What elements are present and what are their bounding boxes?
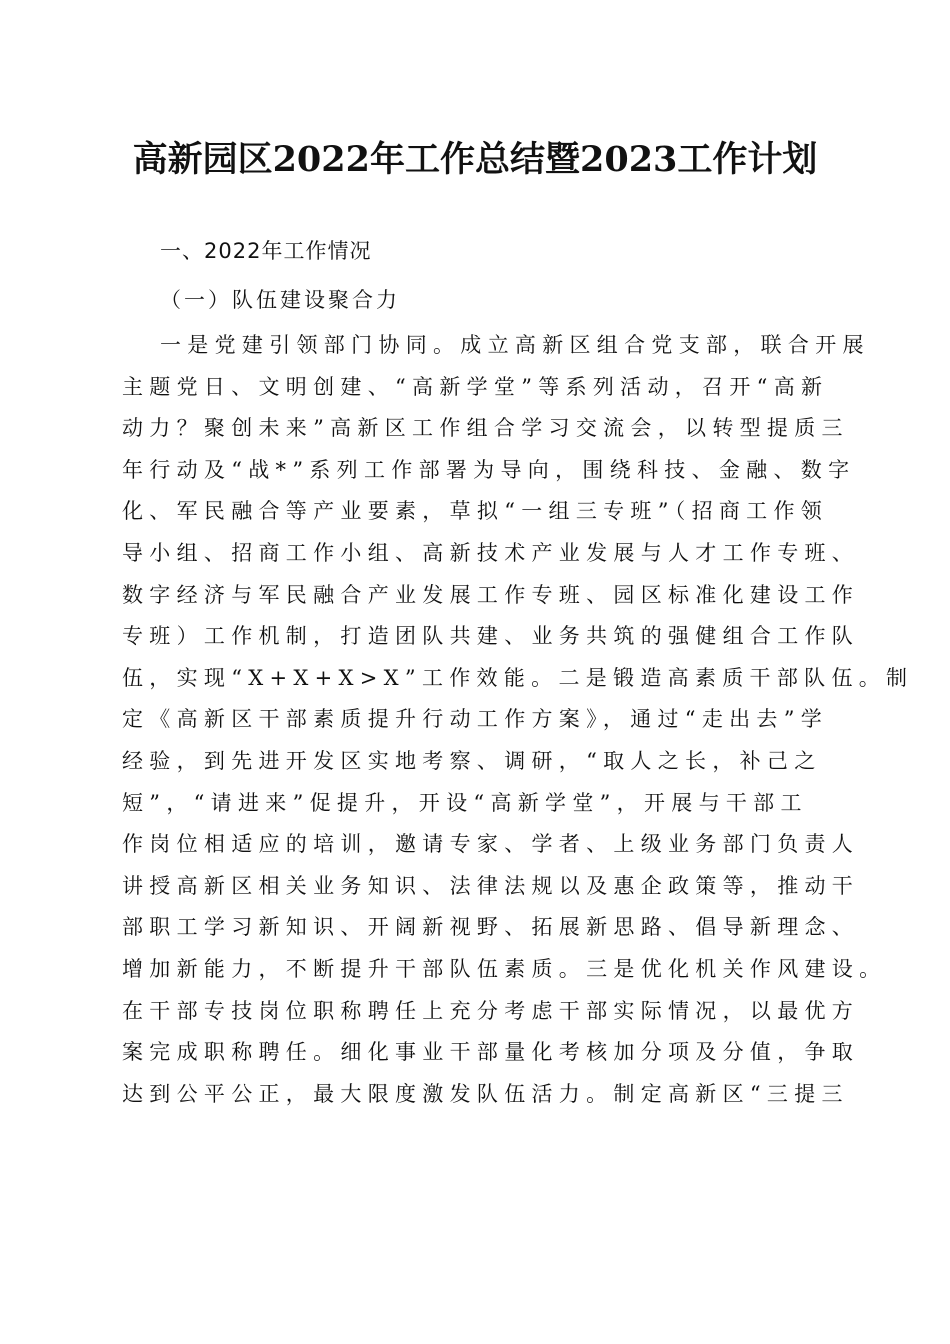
paragraph-line: 达到公平公正，最大限度激发队伍活力。制定高新区“三提三: [122, 1081, 849, 1106]
paragraph-line: 案完成职称聘任。细化事业干部量化考核加分项及分值，争取: [122, 1040, 860, 1065]
paragraph-line: 伍，实现“X+X+X>X”工作效能。二是锻造高素质干部队伍。制: [122, 665, 914, 690]
paragraph-line: 主题党日、文明创建、“高新学堂”等系列活动，召开“高新: [122, 374, 829, 399]
paragraph-line: 动力？聚创未来”高新区工作组合学习交流会，以转型提质三: [122, 416, 849, 441]
subsection-heading: （一）队伍建设聚合力: [160, 288, 400, 312]
paragraph-line: 增加新能力，不断提升干部队伍素质。三是优化机关作风建设。: [122, 956, 887, 981]
section-heading: 一、2022年工作情况: [160, 239, 372, 263]
paragraph-line: 部职工学习新知识、开阔新视野、拓展新思路、倡导新理念、: [122, 915, 860, 940]
paragraph-line: 在干部专技岗位职称聘任上充分考虑干部实际情况，以最优方: [122, 998, 860, 1023]
paragraph-line: 短”，“请进来”促提升，开设“高新学堂”，开展与干部工: [122, 790, 808, 815]
paragraph-line: 定《高新区干部素质提升行动工作方案》，通过“走出去”学: [122, 707, 829, 732]
paragraph-line: 导小组、招商工作小组、高新技术产业发展与人才工作专班、: [122, 540, 860, 565]
paragraph-line: 讲授高新区相关业务知识、法律法规以及惠企政策等，推动干: [122, 873, 860, 898]
paragraph-line: 作岗位相适应的培训，邀请专家、学者、上级业务部门负责人: [122, 832, 860, 857]
paragraph-line: 一是党建引领部门协同。成立高新区组合党支部，联合开展: [160, 333, 870, 357]
body-paragraph: [122, 325, 914, 1115]
paragraph-line: 年行动及“战*”系列工作部署为导向，围绕科技、金融、数字: [122, 457, 856, 482]
document-title: 高新园区2022年工作总结暨2023工作计划: [132, 139, 818, 180]
paragraph-line: 经验，到先进开发区实地考察、调研，“取人之长，补己之: [122, 748, 822, 773]
paragraph-line: 数字经济与军民融合产业发展工作专班、园区标准化建设工作: [122, 582, 860, 607]
paragraph-line: 专班）工作机制，打造团队共建、业务共筑的强健组合工作队: [122, 624, 860, 649]
paragraph-line: 化、军民融合等产业要素，草拟“一组三专班”（招商工作领: [122, 499, 829, 524]
